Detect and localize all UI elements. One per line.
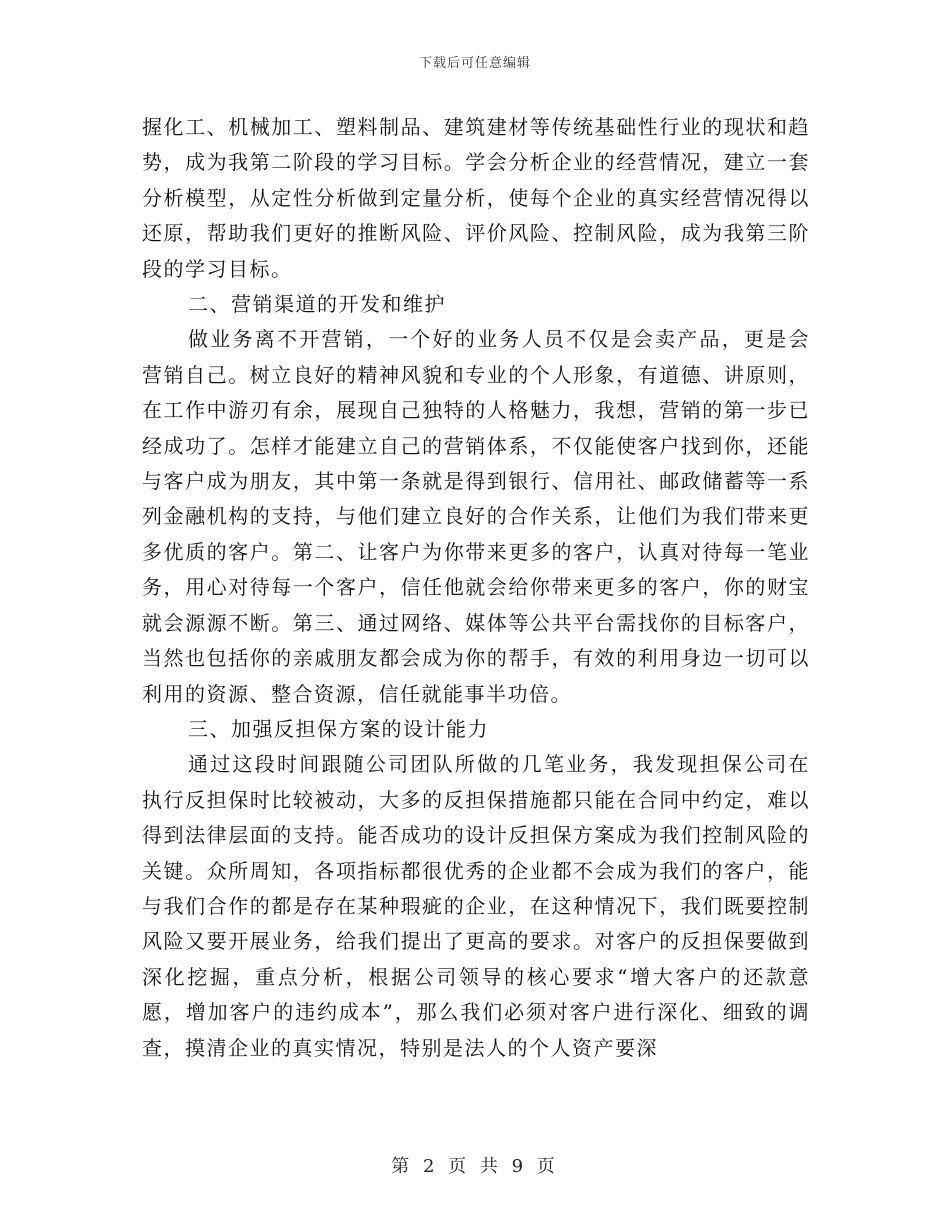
paragraph-2: 做业务离不开营销，一个好的业务人员不仅是会卖产品，更是会营销自己。树立良好的精神风貌和专业的个人形象，有道德、讲原则，在工作中游刃有余，展现自己独特的人格魅力，我想，营销的第一步已经成功了。怎样才能建立自己的营销体系，不仅能使客户找到你，还能与客户成为朋友，其中第一条就是得到银行、信用社、邮政储蓄等一系列金融机构的支持，与他们建立良好的合作关系，让他们为我们带来更多优质的客户。第二、让客户为你带来更多的客户，认真对待每一笔业务，用心对待每一个客户，信任他就会给你带来更多的客户，你的财宝就会源源不断。第三、通过网络、媒体等公共平台需找你的目标客户，当然也包括你的亲戚朋友都会成为你的帮手，有效的利用身边一切可以利用的资源、整合资源，信任就能事半功倍。 — [142, 327, 810, 706]
document-body — [142, 110, 810, 1066]
page-number-footer: 第 2 页 共 9 页 — [391, 1156, 559, 1177]
section-heading-2: 二、营销渠道的开发和维护 — [188, 292, 446, 317]
page-header: 下载后可任意编辑 — [418, 56, 531, 71]
paragraph-3: 通过这段时间跟随公司团队所做的几笔业务，我发现担保公司在执行反担保时比较被动，大多的反担保措施都只能在合同中约定，难以得到法律层面的支持。能否成功的设计反担保方案成为我们控制风险的关键。众所周知，各项指标都很优秀的企业都不会成为我们的客户，能与我们合作的都是存在某种瑕疵的企业，在这种情况下，我们既要控制风险又要开展业务，给我们提出了更高的要求。对客户的反担保要做到深化挖掘，重点分析，根据公司领导的核心要求“增大客户的还款意愿，增加客户的违约成本”，那么我们必须对客户进行深化、细致的调查，摸清企业的真实情况，特别是法人的个人资产要深 — [142, 752, 810, 1060]
section-heading-3: 三、加强反担保方案的设计能力 — [188, 716, 489, 741]
paragraph-1: 握化工、机械加工、塑料制品、建筑建材等传统基础性行业的现状和趋势，成为我第二阶段的学习目标。学会分析企业的经营情况，建立一套分析模型，从定性分析做到定量分析，使每个企业的真实经营情况得以还原，帮助我们更好的推断风险、评价风险、控制风险，成为我第三阶段的学习目标。 — [142, 115, 810, 281]
